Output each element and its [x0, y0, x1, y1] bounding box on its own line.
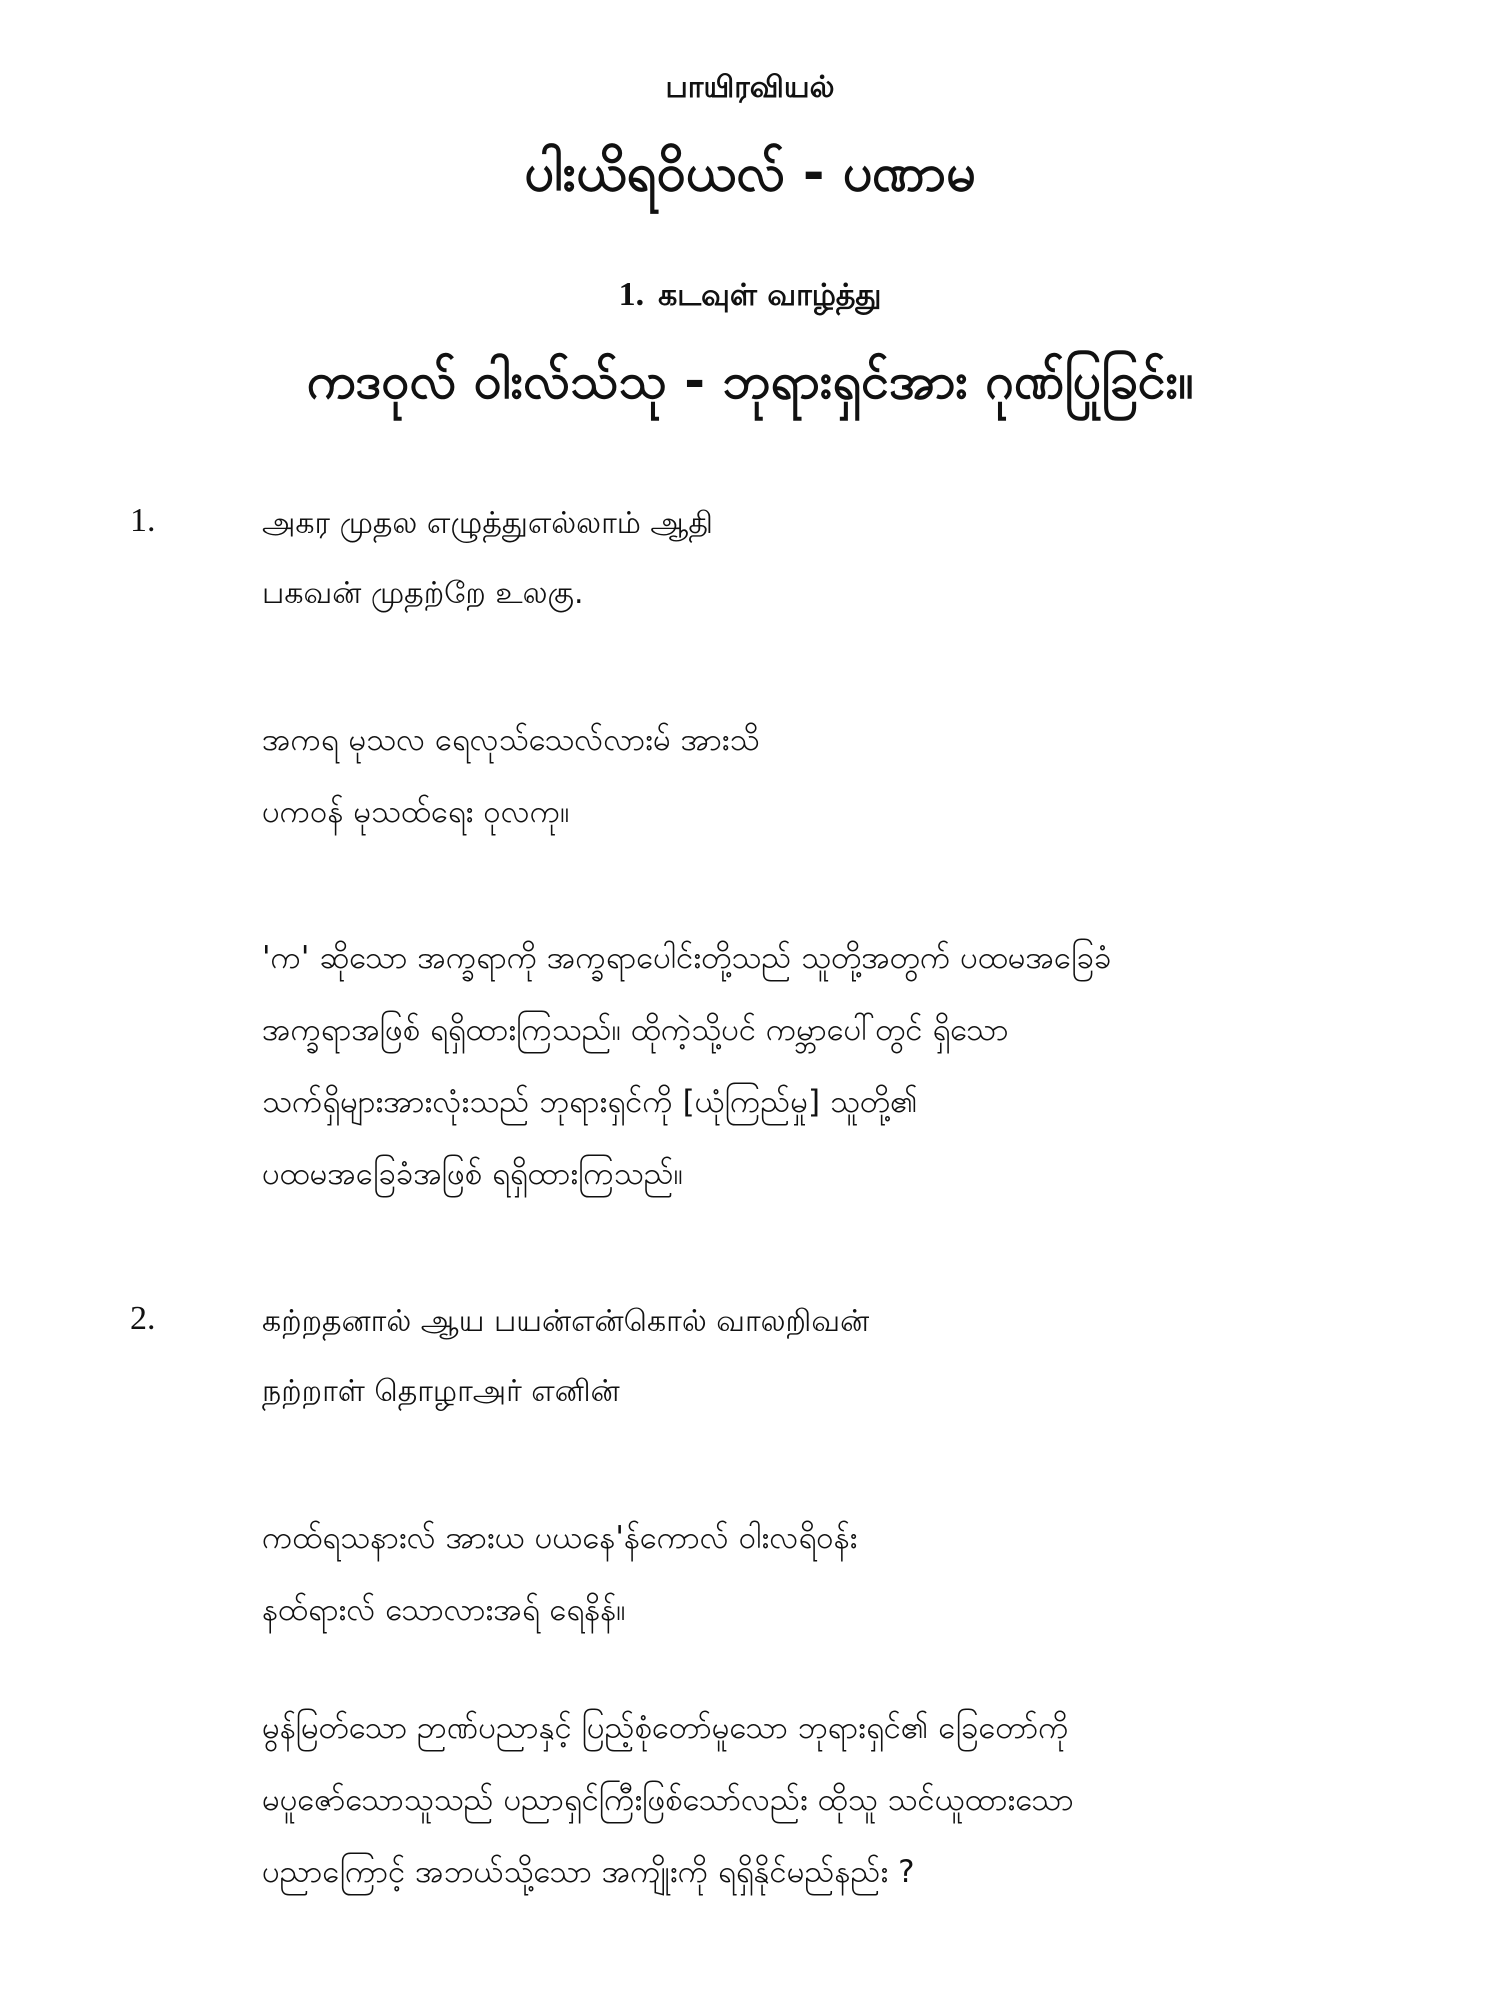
verse-number: 1. [130, 502, 156, 539]
verse-transliteration-line: နထ်ရားလ် သောလားအရ် ရေနိန်။ [262, 1592, 626, 1628]
section-title-tamil: பாயிரவியல் [665, 70, 835, 105]
section-title-myanmar: ပါးယိရဝိယလ် - ပဏာမ [524, 143, 976, 203]
verse-transliteration-line: ကထ်ရသနားလ် အားယ ပယနေ'န်ကောလ် ဝါးလရိဝန်း [262, 1520, 858, 1556]
verse-meaning-line: သက်ရှိများအားလုံးသည် ဘုရားရှင်ကို [ယုံကြည်မှု] သူတို့၏ [262, 1084, 918, 1120]
verse-tamil-line: நற்றாள் தொழாஅர் எனின் [262, 1374, 620, 1409]
chapter-heading [0, 276, 1500, 317]
chapter-number: 1. [618, 276, 645, 313]
verse-tamil-line: அகர முதல எழுத்துஎல்லாம் ஆதி [262, 506, 713, 541]
verse-meaning-line: ပထမအခြေခံအဖြစ် ရရှိထားကြသည်။ [262, 1156, 684, 1192]
verse-meaning-line: မွန်မြတ်သော ဉာဏ်ပညာနှင့် ပြည့်စုံတော်မူသော ဘုရားရှင်၏ ခြေတော်ကို [262, 1710, 1069, 1746]
verse-tamil-line: பகவன் முதற்றே உலகு. [262, 576, 584, 611]
verse-meaning-line: မပူဇော်သောသူသည် ပညာရှင်ကြီးဖြစ်သော်လည်း ထိုသူ သင်ယူထားသော [262, 1782, 1074, 1818]
chapter-title-myanmar: ကဒဝုလ် ဝါးလ်သ်သု - ဘုရားရှင်အား ဂုဏ်ပြုခြင်း။ [306, 352, 1194, 410]
verse-transliteration-line: အကရ မုသလ ရေလုသ်သေလ်လားမ် အားသိ [262, 722, 760, 758]
verse-number: 2. [130, 1300, 156, 1337]
verse-meaning-line: အက္ခရာအဖြစ် ရရှိထားကြသည်။ ထိုကဲ့သို့ပင် ကမ္ဘာပေါ်တွင် ရှိသော [262, 1012, 1009, 1048]
chapter-title-tamil: கடவுள் வாழ்த்து [658, 278, 882, 313]
verse-tamil-line: கற்றதனால் ஆய பயன்என்கொல் வாலறிவன் [262, 1304, 870, 1339]
verse-meaning-line: 'က' ဆိုသော အက္ခရာကို အက္ခရာပေါင်းတို့သည် သူတို့အတွက် ပထမအခြေခံ [262, 940, 1112, 976]
verse-meaning-line: ပညာကြောင့် အဘယ်သို့သော အကျိုးကို ရရှိနိုင်မည်နည်း ? [262, 1854, 915, 1890]
verse-transliteration-line: ပကဝန် မုသထ်ရေး ဝုလကု။ [262, 794, 570, 830]
